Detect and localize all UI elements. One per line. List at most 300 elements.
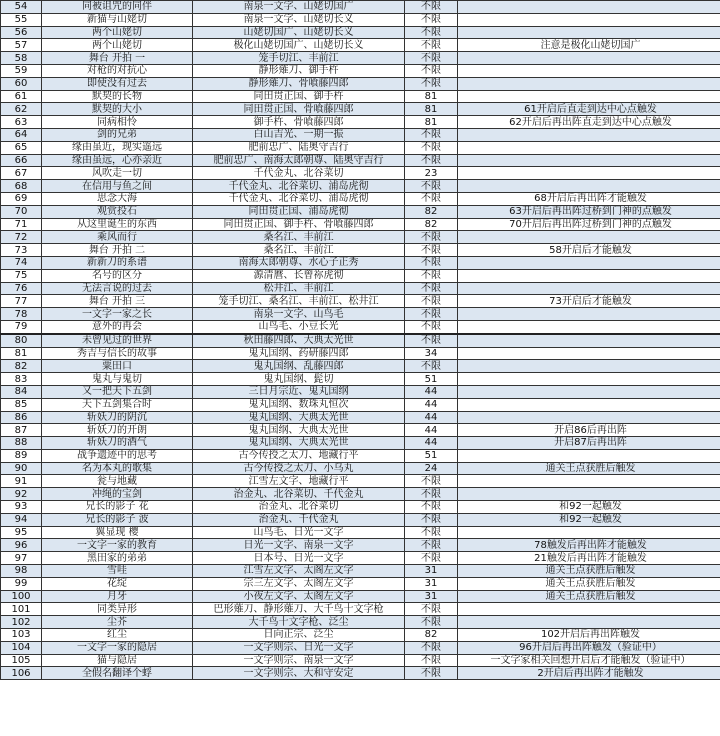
event-name-cell: 一文字一家的教育 bbox=[42, 539, 193, 552]
swords-cell: 三日月宗近、鬼丸国纲 bbox=[193, 385, 405, 398]
level-cell: 81 bbox=[405, 90, 458, 103]
note-cell bbox=[458, 488, 720, 501]
table-row bbox=[1, 167, 720, 180]
note-cell bbox=[458, 347, 720, 360]
level-cell: 34 bbox=[405, 347, 458, 360]
level-cell: 不限 bbox=[405, 269, 458, 282]
row-number-cell: 78 bbox=[1, 308, 42, 321]
level-cell: 不限 bbox=[405, 282, 458, 295]
event-name-cell: 乘风而行 bbox=[42, 231, 193, 244]
table-row bbox=[1, 1, 720, 14]
event-name-cell: 斩妖刀的阴沉 bbox=[42, 411, 193, 424]
row-number-cell: 102 bbox=[1, 616, 42, 629]
event-name-cell: 意外的再会 bbox=[42, 320, 193, 333]
level-cell: 82 bbox=[405, 218, 458, 231]
table-row bbox=[1, 103, 720, 116]
table-row bbox=[1, 565, 720, 578]
table-row bbox=[1, 244, 720, 257]
swords-cell: 鬼丸国纲、数珠丸恒次 bbox=[193, 398, 405, 411]
note-cell bbox=[458, 398, 720, 411]
level-cell: 不限 bbox=[405, 539, 458, 552]
table-row bbox=[1, 488, 720, 501]
note-cell bbox=[458, 180, 720, 193]
level-cell: 不限 bbox=[405, 488, 458, 501]
note-cell bbox=[458, 77, 720, 90]
level-cell: 不限 bbox=[405, 501, 458, 514]
swords-cell: 源清麿、长曾祢虎彻 bbox=[193, 269, 405, 282]
table-row bbox=[1, 116, 720, 129]
event-name-cell: 从这里诞生的东西 bbox=[42, 218, 193, 231]
level-cell: 不限 bbox=[405, 192, 458, 205]
event-name-cell: 同类异形 bbox=[42, 603, 193, 616]
level-cell: 81 bbox=[405, 116, 458, 129]
table-row bbox=[1, 269, 720, 282]
swords-cell: 一文字则宗、大和守安定 bbox=[193, 667, 405, 680]
level-cell: 不限 bbox=[405, 334, 458, 347]
row-number-cell: 64 bbox=[1, 128, 42, 141]
level-cell: 44 bbox=[405, 398, 458, 411]
event-name-cell: 斩妖刀的开朗 bbox=[42, 424, 193, 437]
swords-cell: 南海太郎朝尊、水心子正秀 bbox=[193, 256, 405, 269]
swords-cell: 江雪左文字、太阁左文字 bbox=[193, 565, 405, 578]
level-cell: 不限 bbox=[405, 641, 458, 654]
level-cell: 不限 bbox=[405, 526, 458, 539]
swords-cell: 宗三左文字、太阁左文字 bbox=[193, 577, 405, 590]
level-cell: 不限 bbox=[405, 128, 458, 141]
row-number-cell: 80 bbox=[1, 334, 42, 347]
note-cell bbox=[458, 128, 720, 141]
swords-cell: 日光一文字、南泉一文字 bbox=[193, 539, 405, 552]
table-row bbox=[1, 603, 720, 616]
table-row bbox=[1, 308, 720, 321]
table-row bbox=[1, 539, 720, 552]
note-cell bbox=[458, 385, 720, 398]
level-cell: 不限 bbox=[405, 154, 458, 167]
event-name-cell: 粟田口 bbox=[42, 360, 193, 373]
swords-cell: 南泉一文字、山姥切长义 bbox=[193, 13, 405, 26]
row-number-cell: 67 bbox=[1, 167, 42, 180]
table-row bbox=[1, 616, 720, 629]
swords-cell: 笼手切江、桑名江、丰前江、松井江 bbox=[193, 295, 405, 308]
table-row bbox=[1, 180, 720, 193]
swords-cell: 日本号、日光一文字 bbox=[193, 552, 405, 565]
table-row bbox=[1, 77, 720, 90]
level-cell: 不限 bbox=[405, 475, 458, 488]
swords-cell: 古今传授之太刀、小乌丸 bbox=[193, 462, 405, 475]
row-number-cell: 56 bbox=[1, 26, 42, 39]
row-number-cell: 83 bbox=[1, 373, 42, 386]
table-row bbox=[1, 334, 720, 347]
swords-cell: 桑名江、丰前江 bbox=[193, 231, 405, 244]
row-number-cell: 94 bbox=[1, 513, 42, 526]
note-cell bbox=[458, 26, 720, 39]
event-name-cell: 尘芥 bbox=[42, 616, 193, 629]
note-cell: 注意是极化山姥切国广 bbox=[458, 39, 720, 52]
swords-cell: 同田贯正国、御手杵、骨喰藤四郎 bbox=[193, 218, 405, 231]
row-number-cell: 98 bbox=[1, 565, 42, 578]
level-cell: 不限 bbox=[405, 654, 458, 667]
row-number-cell: 85 bbox=[1, 398, 42, 411]
level-cell: 23 bbox=[405, 167, 458, 180]
swords-cell: 南泉一文字、山鸟毛 bbox=[193, 308, 405, 321]
event-name-cell: 观赏投石 bbox=[42, 205, 193, 218]
level-cell: 44 bbox=[405, 437, 458, 450]
note-cell: 通关王点获胜后触发 bbox=[458, 462, 720, 475]
table-row bbox=[1, 320, 720, 333]
level-cell: 44 bbox=[405, 385, 458, 398]
event-name-cell: 瓮与地藏 bbox=[42, 475, 193, 488]
table-row bbox=[1, 501, 720, 514]
note-cell: 68开启后再出阵才能触发 bbox=[458, 192, 720, 205]
note-cell: 58开启后才能触发 bbox=[458, 244, 720, 257]
row-number-cell: 65 bbox=[1, 141, 42, 154]
swords-cell: 小夜左文字、太阁左文字 bbox=[193, 590, 405, 603]
event-name-cell: 一文字一家的隐居 bbox=[42, 641, 193, 654]
row-number-cell: 105 bbox=[1, 654, 42, 667]
swords-cell: 御手杵、骨喰藤四郎 bbox=[193, 116, 405, 129]
event-name-cell: 一文字一家之长 bbox=[42, 308, 193, 321]
row-number-cell: 103 bbox=[1, 629, 42, 642]
note-cell: 62开启后再出阵直走到达中心点触发 bbox=[458, 116, 720, 129]
row-number-cell: 84 bbox=[1, 385, 42, 398]
table-row bbox=[1, 373, 720, 386]
event-name-cell: 又一把天下五剑 bbox=[42, 385, 193, 398]
table-row bbox=[1, 52, 720, 65]
swords-cell: 治金丸、北谷菜切 bbox=[193, 501, 405, 514]
table-row bbox=[1, 128, 720, 141]
table-row bbox=[1, 629, 720, 642]
table-row bbox=[1, 411, 720, 424]
table-row bbox=[1, 347, 720, 360]
swords-cell: 巴形薙刀、静形薙刀、大千鸟十文字枪 bbox=[193, 603, 405, 616]
note-cell bbox=[458, 141, 720, 154]
row-number-cell: 82 bbox=[1, 360, 42, 373]
row-number-cell: 101 bbox=[1, 603, 42, 616]
level-cell: 不限 bbox=[405, 513, 458, 526]
event-name-cell: 名为本丸的歌集 bbox=[42, 462, 193, 475]
row-number-cell: 69 bbox=[1, 192, 42, 205]
row-number-cell: 75 bbox=[1, 269, 42, 282]
note-cell: 开启86后再出阵 bbox=[458, 424, 720, 437]
row-number-cell: 79 bbox=[1, 320, 42, 333]
note-cell bbox=[458, 231, 720, 244]
table-row bbox=[1, 641, 720, 654]
swords-cell: 大千鸟十文字枪、泛尘 bbox=[193, 616, 405, 629]
note-cell bbox=[458, 308, 720, 321]
event-name-cell: 兄长的影子 花 bbox=[42, 501, 193, 514]
level-cell: 不限 bbox=[405, 360, 458, 373]
event-name-cell: 缘由虽近，现实遥远 bbox=[42, 141, 193, 154]
row-number-cell: 100 bbox=[1, 590, 42, 603]
event-name-cell: 秀吉与信长的故事 bbox=[42, 347, 193, 360]
row-number-cell: 81 bbox=[1, 347, 42, 360]
table-row bbox=[1, 154, 720, 167]
note-cell: 开启87后再出阵 bbox=[458, 437, 720, 450]
swords-cell: 同田贯正国、骨喰藤四郎 bbox=[193, 103, 405, 116]
note-cell bbox=[458, 154, 720, 167]
swords-cell: 静形薙刀、御手杵 bbox=[193, 64, 405, 77]
level-cell: 81 bbox=[405, 103, 458, 116]
swords-cell: 千代金丸、北谷菜切、浦岛虎彻 bbox=[193, 192, 405, 205]
note-cell: 73开启后才能触发 bbox=[458, 295, 720, 308]
level-cell: 不限 bbox=[405, 256, 458, 269]
level-cell: 不限 bbox=[405, 603, 458, 616]
row-number-cell: 99 bbox=[1, 577, 42, 590]
row-number-cell: 90 bbox=[1, 462, 42, 475]
note-cell bbox=[458, 64, 720, 77]
level-cell: 不限 bbox=[405, 320, 458, 333]
event-name-cell: 两个山姥切 bbox=[42, 39, 193, 52]
table-row bbox=[1, 513, 720, 526]
note-cell: 和92一起触发 bbox=[458, 501, 720, 514]
note-cell: 2开启后再出阵才能触发 bbox=[458, 667, 720, 680]
event-name-cell: 新新刀的系谱 bbox=[42, 256, 193, 269]
row-number-cell: 106 bbox=[1, 667, 42, 680]
event-name-cell: 冲绳的宝剑 bbox=[42, 488, 193, 501]
swords-cell: 鬼丸国纲、大典太光世 bbox=[193, 411, 405, 424]
row-number-cell: 55 bbox=[1, 13, 42, 26]
note-cell bbox=[458, 334, 720, 347]
event-name-cell: 舞台 开拍 一 bbox=[42, 52, 193, 65]
event-name-cell: 默契的大小 bbox=[42, 103, 193, 116]
level-cell: 不限 bbox=[405, 39, 458, 52]
swords-cell: 一文字则宗、南泉一文字 bbox=[193, 654, 405, 667]
level-cell: 不限 bbox=[405, 1, 458, 14]
event-name-cell: 斩妖刀的酒气 bbox=[42, 437, 193, 450]
row-number-cell: 61 bbox=[1, 90, 42, 103]
row-number-cell: 71 bbox=[1, 218, 42, 231]
row-number-cell: 86 bbox=[1, 411, 42, 424]
event-name-cell: 无法言说的过去 bbox=[42, 282, 193, 295]
level-cell: 31 bbox=[405, 590, 458, 603]
swords-cell: 鬼丸国纲、药研藤四郎 bbox=[193, 347, 405, 360]
event-name-cell: 月牙 bbox=[42, 590, 193, 603]
level-cell: 不限 bbox=[405, 295, 458, 308]
row-number-cell: 68 bbox=[1, 180, 42, 193]
row-number-cell: 104 bbox=[1, 641, 42, 654]
level-cell: 82 bbox=[405, 205, 458, 218]
level-cell: 不限 bbox=[405, 64, 458, 77]
event-name-cell: 新猫与山姥切 bbox=[42, 13, 193, 26]
table-row bbox=[1, 13, 720, 26]
swords-cell: 千代金丸、北谷菜切 bbox=[193, 167, 405, 180]
event-name-cell: 黑田家的弟弟 bbox=[42, 552, 193, 565]
swords-cell: 江雪左文字、地藏行平 bbox=[193, 475, 405, 488]
note-cell bbox=[458, 13, 720, 26]
level-cell: 31 bbox=[405, 565, 458, 578]
row-number-cell: 60 bbox=[1, 77, 42, 90]
note-cell: 通关王点获胜后触发 bbox=[458, 577, 720, 590]
note-cell bbox=[458, 373, 720, 386]
note-cell: 78触发后再出阵才能触发 bbox=[458, 539, 720, 552]
table-row bbox=[1, 231, 720, 244]
note-cell bbox=[458, 269, 720, 282]
swords-cell: 同田贯正国、浦岛虎彻 bbox=[193, 205, 405, 218]
table-row bbox=[1, 295, 720, 308]
table-row bbox=[1, 141, 720, 154]
event-name-cell: 舞台 开拍 三 bbox=[42, 295, 193, 308]
event-name-cell: 战争遗迹中的思考 bbox=[42, 449, 193, 462]
level-cell: 51 bbox=[405, 373, 458, 386]
swords-cell: 日向正宗、泛尘 bbox=[193, 629, 405, 642]
swords-cell: 白山吉光、一期一振 bbox=[193, 128, 405, 141]
note-cell bbox=[458, 320, 720, 333]
swords-cell: 古今传授之太刀、地藏行平 bbox=[193, 449, 405, 462]
level-cell: 44 bbox=[405, 411, 458, 424]
event-name-cell: 风吹走一切 bbox=[42, 167, 193, 180]
table-row bbox=[1, 64, 720, 77]
row-number-cell: 76 bbox=[1, 282, 42, 295]
event-name-cell: 天下五剑集合时 bbox=[42, 398, 193, 411]
event-name-cell: 猫与隐居 bbox=[42, 654, 193, 667]
swords-cell: 鬼丸国纲、大典太光世 bbox=[193, 437, 405, 450]
swords-cell: 鬼丸国纲、大典太光世 bbox=[193, 424, 405, 437]
table-row bbox=[1, 462, 720, 475]
row-number-cell: 91 bbox=[1, 475, 42, 488]
table-row bbox=[1, 282, 720, 295]
event-name-cell: 花绽 bbox=[42, 577, 193, 590]
event-name-cell: 即使没有过去 bbox=[42, 77, 193, 90]
row-number-cell: 59 bbox=[1, 64, 42, 77]
row-number-cell: 97 bbox=[1, 552, 42, 565]
table-row bbox=[1, 526, 720, 539]
level-cell: 不限 bbox=[405, 667, 458, 680]
note-cell: 和92一起触发 bbox=[458, 513, 720, 526]
note-cell bbox=[458, 282, 720, 295]
note-cell bbox=[458, 411, 720, 424]
level-cell: 不限 bbox=[405, 244, 458, 257]
row-number-cell: 57 bbox=[1, 39, 42, 52]
table-row bbox=[1, 39, 720, 52]
row-number-cell: 88 bbox=[1, 437, 42, 450]
row-number-cell: 72 bbox=[1, 231, 42, 244]
event-name-cell: 同病相怜 bbox=[42, 116, 193, 129]
event-name-cell: 剑的兄弟 bbox=[42, 128, 193, 141]
event-name-cell: 红尘 bbox=[42, 629, 193, 642]
level-cell: 不限 bbox=[405, 77, 458, 90]
swords-cell: 肥前忠广、陆奥守吉行 bbox=[193, 141, 405, 154]
table-row bbox=[1, 398, 720, 411]
event-name-cell: 兄长的影子 波 bbox=[42, 513, 193, 526]
level-cell: 82 bbox=[405, 629, 458, 642]
level-cell: 44 bbox=[405, 424, 458, 437]
swords-cell: 松井江、丰前江 bbox=[193, 282, 405, 295]
note-cell: 102开启后再出阵触发 bbox=[458, 629, 720, 642]
note-cell: 通关王点获胜后触发 bbox=[458, 590, 720, 603]
note-cell: 70开启后再出阵过桥到门神的点触发 bbox=[458, 218, 720, 231]
table-row bbox=[1, 437, 720, 450]
note-cell: 63开启后再出阵过桥到门神的点触发 bbox=[458, 205, 720, 218]
swords-cell: 千代金丸、北谷菜切、浦岛虎彻 bbox=[193, 180, 405, 193]
swords-cell: 山鸟毛、日光一文字 bbox=[193, 526, 405, 539]
row-number-cell: 92 bbox=[1, 488, 42, 501]
event-name-cell: 雪哇 bbox=[42, 565, 193, 578]
event-name-cell: 全假名翻译个蜉 bbox=[42, 667, 193, 680]
swords-cell: 肥前忠广、南海太郎朝尊、陆奥守吉行 bbox=[193, 154, 405, 167]
table-row bbox=[1, 360, 720, 373]
table-row bbox=[1, 26, 720, 39]
note-cell: 通关王点获胜后触发 bbox=[458, 565, 720, 578]
swords-cell: 一文字则宗、日光一文字 bbox=[193, 641, 405, 654]
event-name-cell: 两个山姥切 bbox=[42, 26, 193, 39]
event-table-body bbox=[1, 1, 720, 680]
swords-cell: 鬼丸国纲、髭切 bbox=[193, 373, 405, 386]
row-number-cell: 70 bbox=[1, 205, 42, 218]
table-row bbox=[1, 654, 720, 667]
row-number-cell: 66 bbox=[1, 154, 42, 167]
swords-cell: 鬼丸国纲、乱藤四郎 bbox=[193, 360, 405, 373]
swords-cell: 治金丸、北谷菜切、千代金丸 bbox=[193, 488, 405, 501]
level-cell: 不限 bbox=[405, 141, 458, 154]
table-row bbox=[1, 205, 720, 218]
level-cell: 31 bbox=[405, 577, 458, 590]
swords-cell: 治金丸、千代金丸 bbox=[193, 513, 405, 526]
row-number-cell: 93 bbox=[1, 501, 42, 514]
row-number-cell: 58 bbox=[1, 52, 42, 65]
level-cell: 不限 bbox=[405, 13, 458, 26]
note-cell bbox=[458, 167, 720, 180]
level-cell: 不限 bbox=[405, 52, 458, 65]
event-name-cell: 思念大海 bbox=[42, 192, 193, 205]
row-number-cell: 54 bbox=[1, 1, 42, 14]
event-name-cell: 对枪的对抗心 bbox=[42, 64, 193, 77]
row-number-cell: 95 bbox=[1, 526, 42, 539]
note-cell bbox=[458, 52, 720, 65]
table-row bbox=[1, 90, 720, 103]
note-cell bbox=[458, 526, 720, 539]
event-name-cell: 鬼丸与鬼切 bbox=[42, 373, 193, 386]
table-row bbox=[1, 424, 720, 437]
row-number-cell: 63 bbox=[1, 116, 42, 129]
note-cell: 一文字家相关回想开启后才能触发（验证中） bbox=[458, 654, 720, 667]
swords-cell: 山鸟毛、小豆长光 bbox=[193, 320, 405, 333]
table-row bbox=[1, 256, 720, 269]
level-cell: 51 bbox=[405, 449, 458, 462]
note-cell bbox=[458, 90, 720, 103]
level-cell: 不限 bbox=[405, 308, 458, 321]
row-number-cell: 73 bbox=[1, 244, 42, 257]
swords-cell: 极化山姥切国广、山姥切长义 bbox=[193, 39, 405, 52]
swords-cell: 同田贯正国、御手杵 bbox=[193, 90, 405, 103]
note-cell: 96开启后再出阵触发（验证中） bbox=[458, 641, 720, 654]
note-cell bbox=[458, 475, 720, 488]
event-name-cell: 翼显现 樱 bbox=[42, 526, 193, 539]
note-cell bbox=[458, 360, 720, 373]
swords-cell: 桑名江、丰前江 bbox=[193, 244, 405, 257]
level-cell: 不限 bbox=[405, 231, 458, 244]
event-name-cell: 默契的长物 bbox=[42, 90, 193, 103]
swords-cell: 静形薙刀、骨喰藤四郎 bbox=[193, 77, 405, 90]
swords-cell: 秋田藤四郎、大典太光世 bbox=[193, 334, 405, 347]
table-row bbox=[1, 552, 720, 565]
event-name-cell: 未曾见过的世界 bbox=[42, 334, 193, 347]
note-cell bbox=[458, 256, 720, 269]
level-cell: 24 bbox=[405, 462, 458, 475]
row-number-cell: 96 bbox=[1, 539, 42, 552]
event-name-cell: 缘由虽远，心亦亲近 bbox=[42, 154, 193, 167]
level-cell: 不限 bbox=[405, 180, 458, 193]
level-cell: 不限 bbox=[405, 552, 458, 565]
table-row bbox=[1, 449, 720, 462]
note-cell bbox=[458, 616, 720, 629]
table-row bbox=[1, 475, 720, 488]
table-row bbox=[1, 385, 720, 398]
swords-cell: 山姥切国广、山姥切长义 bbox=[193, 26, 405, 39]
event-name-cell: 名号的区分 bbox=[42, 269, 193, 282]
table-row bbox=[1, 192, 720, 205]
row-number-cell: 77 bbox=[1, 295, 42, 308]
table-row bbox=[1, 218, 720, 231]
